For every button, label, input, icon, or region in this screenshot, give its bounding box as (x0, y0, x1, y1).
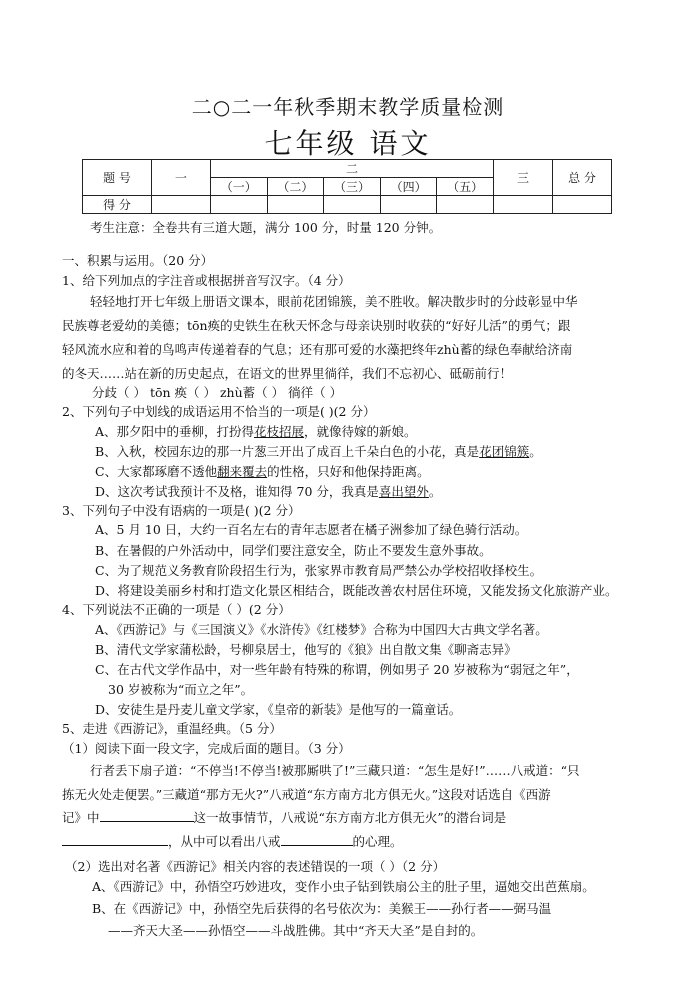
option-d: D、这次考试我预计不及格，谁知得 70 分，我真是喜出望外。 (95, 484, 442, 499)
option-b: B、清代文学家蒲松龄，号柳泉居士，他写的《狼》出自散文集《聊斋志异》 (95, 642, 517, 657)
fill-in-line: ，从中可以看出八戒 的心理。 (62, 832, 696, 852)
grade-subject-title: 七年级 语文 (264, 127, 432, 160)
question-4-stem: 4、下列说法不正确的一项是（ ）(2 分） (62, 602, 291, 617)
passage-line: 拣无火处走便罢。”三藏道“那方无火?”八戒道“东方南方北方俱无火。”这段对话选自《西游 (62, 787, 551, 802)
option-d: D、将建设美丽乡村和打造文化景区相结合，既能改善农村居住环境，又能发扬文化旅游产业。 (95, 583, 618, 598)
score-cell[interactable] (324, 196, 381, 214)
section-1-header: 一 (152, 160, 211, 196)
option-a: A、那夕阳中的垂柳，打扮得花枝招展，就像待嫁的新娘。 (95, 424, 417, 439)
fill-in-line: 记》中 这一故事情节，八戒说“东方南方北方俱无火”的潜台词是 (62, 810, 507, 825)
ti-hao-cell: 题 号 (83, 160, 152, 196)
score-cell[interactable] (494, 196, 553, 214)
section-heading: 一、积累与运用。（20 分） (62, 253, 214, 268)
exam-title: 二○二一年秋季期末教学质量检测 (191, 95, 505, 119)
passage-line: 行者丢下扇子道：“不停当!不停当!被那厮哄了!”三藏只道：“怎生是好!”……八戒道：“只 (90, 763, 580, 778)
part-header: （四） (380, 178, 437, 196)
section-3-header: 三 (494, 160, 553, 196)
answer-blank[interactable] (62, 833, 168, 846)
score-cell[interactable] (211, 196, 268, 214)
part-header: （五） (437, 178, 494, 196)
passage-line: 轻风流水应和着的鸟鸣声传递着春的气息；还有那可爱的水藻把终年zhù蓄的绿色奉献给济南 (62, 342, 573, 357)
option-b: B、在《西游记》中，孙悟空先后获得的名号依次为：美猴王——孙行者——弼马温 (92, 901, 552, 916)
score-cell[interactable] (267, 196, 324, 214)
sub-question-1: （1）阅读下面一段文字，完成后面的题目。（3 分） (62, 741, 351, 756)
question-3-stem: 3、下列句子中没有语病的一项是( )(2 分） (62, 503, 301, 518)
sub-question-2: （2）选出对名著《西游记》相关内容的表述错误的一项（ ）（2 分） (65, 859, 446, 874)
option-a: A、《西游记》与《三国演义》《水浒传》《红楼梦》合称为中国四大古典文学名著。 (95, 622, 548, 637)
score-cell[interactable] (380, 196, 437, 214)
total-header: 总 分 (553, 160, 612, 196)
option-c: C、在古代文学作品中，对一些年龄有特殊的称谓，例如男子 20 岁被称为“弱冠之年”， (95, 662, 579, 677)
section-2-header: 二 (211, 160, 494, 178)
part-header: （二） (267, 178, 324, 196)
score-cell[interactable] (553, 196, 612, 214)
option-a: A、5 月 10 日，大约一百名左右的青年志愿者在橘子洲参加了绿色骑行活动。 (95, 522, 528, 537)
answer-blank[interactable] (100, 809, 194, 822)
passage-line: 的冬天……站在新的历史起点，在语文的世界里徜徉，我们不忘初心、砥砺前行！ (62, 366, 513, 381)
answer-blank[interactable] (281, 833, 353, 846)
option-c: C、大家都琢磨不透他翻来覆去的性格，只好和他保持距离。 (95, 464, 430, 479)
answer-blanks: 分歧（ ） tōn 痪（ ） zhù蓄（ ） 徜徉（ ） (92, 385, 343, 400)
exam-notice: 考生注意：全卷共有三道大题，满分 100 分，时量 120 分钟。 (90, 220, 442, 235)
option-c: C、为了规范义务教育阶段招生行为，张家界市教育局严禁公办学校招收择校生。 (95, 563, 543, 578)
option-c-continued: 30 岁被称为“而立之年”。 (108, 682, 254, 697)
score-cell[interactable] (437, 196, 494, 214)
option-b: B、入秋，校园东边的那一片葱三开出了成百上千朵白色的小花，真是花团锦簇。 (95, 444, 542, 459)
question-5-stem: 5、走进《西游记》，重温经典。（5 分） (62, 721, 282, 736)
option-d: D、安徒生是丹麦儿童文学家，《皇帝的新装》是他写的一篇童话。 (95, 702, 462, 717)
passage-line: 轻轻地打开七年级上册语文课本，眼前花团锦簇，美不胜收。解决散步时的分歧彰显中华 (90, 294, 578, 309)
part-header: （一） (211, 178, 268, 196)
passage-line: 民族尊老爱幼的美德；tōn痪的史铁生在秋天怀念与母亲诀别时收获的“好好儿活”的勇气；跟 (62, 318, 571, 333)
option-a: A、《西游记》中，孙悟空巧妙进攻，变作小虫子钻到铁扇公主的肚子里，逼她交出芭蕉扇。 (92, 879, 595, 894)
score-cell[interactable] (152, 196, 211, 214)
part-header: （三） (324, 178, 381, 196)
score-table (82, 159, 612, 214)
option-b: B、在暑假的户外活动中，同学们要注意安全，防止不要发生意外事故。 (95, 543, 492, 558)
de-fen-cell: 得 分 (83, 196, 152, 214)
question-1-stem: 1、给下列加点的字注音或根据拼音写汉字。（4 分） (62, 273, 351, 288)
option-b-continued: ——齐天大圣——孙悟空——斗战胜佛。其中“齐天大圣”是自封的。 (108, 923, 484, 938)
question-2-stem: 2、下列句子中划线的成语运用不恰当的一项是( )(2 分） (62, 404, 376, 419)
